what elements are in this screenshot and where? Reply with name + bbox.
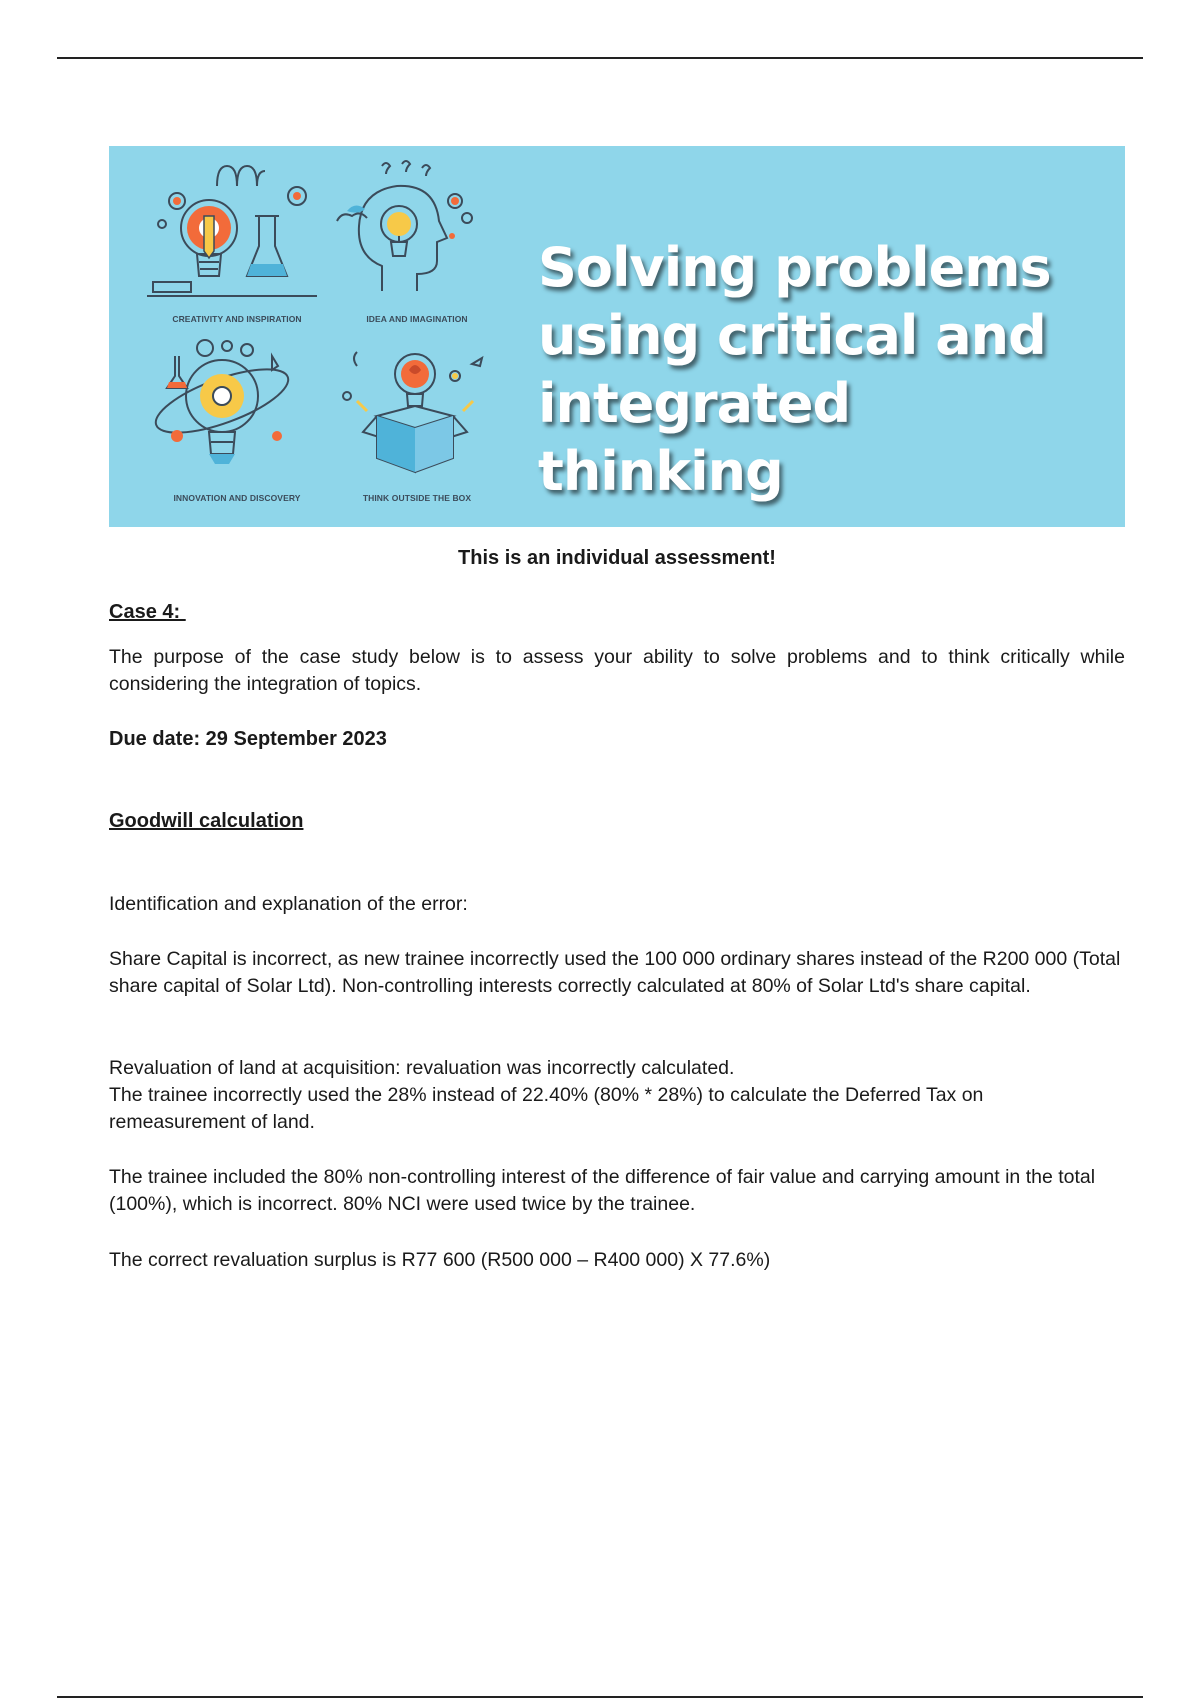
head-lightbulb-icon bbox=[327, 156, 507, 306]
box-lightbulb-icon bbox=[327, 336, 507, 486]
lightbulb-gear-icon bbox=[147, 336, 327, 486]
purpose-paragraph: The purpose of the case study below is to assess your ability to solve problems and to think critically while considering the integration of topics. bbox=[109, 646, 1125, 695]
tile-caption: INNOVATION AND DISCOVERY bbox=[173, 493, 301, 503]
surplus-line: The correct revaluation surplus is R77 600 (R500 000 – R400 000) X 77.6%) bbox=[109, 1249, 771, 1271]
banner-title: Solving problems using critical and integrated thinking bbox=[538, 236, 1051, 503]
page-top-rule bbox=[57, 57, 1143, 59]
tile-innovation bbox=[147, 336, 327, 516]
header-banner bbox=[109, 146, 1125, 527]
lightbulb-pencil-icon bbox=[147, 156, 327, 306]
section-heading: Goodwill calculation bbox=[109, 810, 304, 832]
tile-creativity bbox=[147, 156, 327, 336]
tile-idea bbox=[327, 156, 507, 336]
page-bottom-rule bbox=[57, 1696, 1143, 1698]
due-date: Due date: 29 September 2023 bbox=[109, 728, 387, 750]
tile-caption: CREATIVITY AND INSPIRATION bbox=[172, 314, 302, 324]
nci-paragraph: The trainee included the 80% non-controlling interest of the difference of fair value and carrying amount in the total (100%), which is incorrect. 80% NCI were used twice by the trainee. bbox=[109, 1166, 1096, 1215]
share-capital-paragraph: Share Capital is incorrect, as new trainee incorrectly used the 100 000 ordinary shares instead of the R200 000 (Total share capital of Solar Ltd). Non-controlling interests correctly calculated at 80% of Solar Ltd's share capital. bbox=[109, 948, 1121, 997]
assessment-notice: This is an individual assessment! bbox=[458, 547, 776, 569]
deferred-tax-paragraph: The trainee incorrectly used the 28% instead of 22.40% (80% * 28%) to calculate the Deferred Tax on remeasurement of land. bbox=[109, 1084, 984, 1133]
tile-think-outside bbox=[327, 336, 507, 516]
tile-caption: THINK OUTSIDE THE BOX bbox=[362, 493, 472, 503]
case-heading: Case 4: bbox=[109, 601, 186, 623]
tile-caption: IDEA AND IMAGINATION bbox=[366, 314, 468, 324]
intro-line: Identification and explanation of the error: bbox=[109, 893, 468, 915]
revaluation-line: Revaluation of land at acquisition: revaluation was incorrectly calculated. bbox=[109, 1057, 735, 1079]
